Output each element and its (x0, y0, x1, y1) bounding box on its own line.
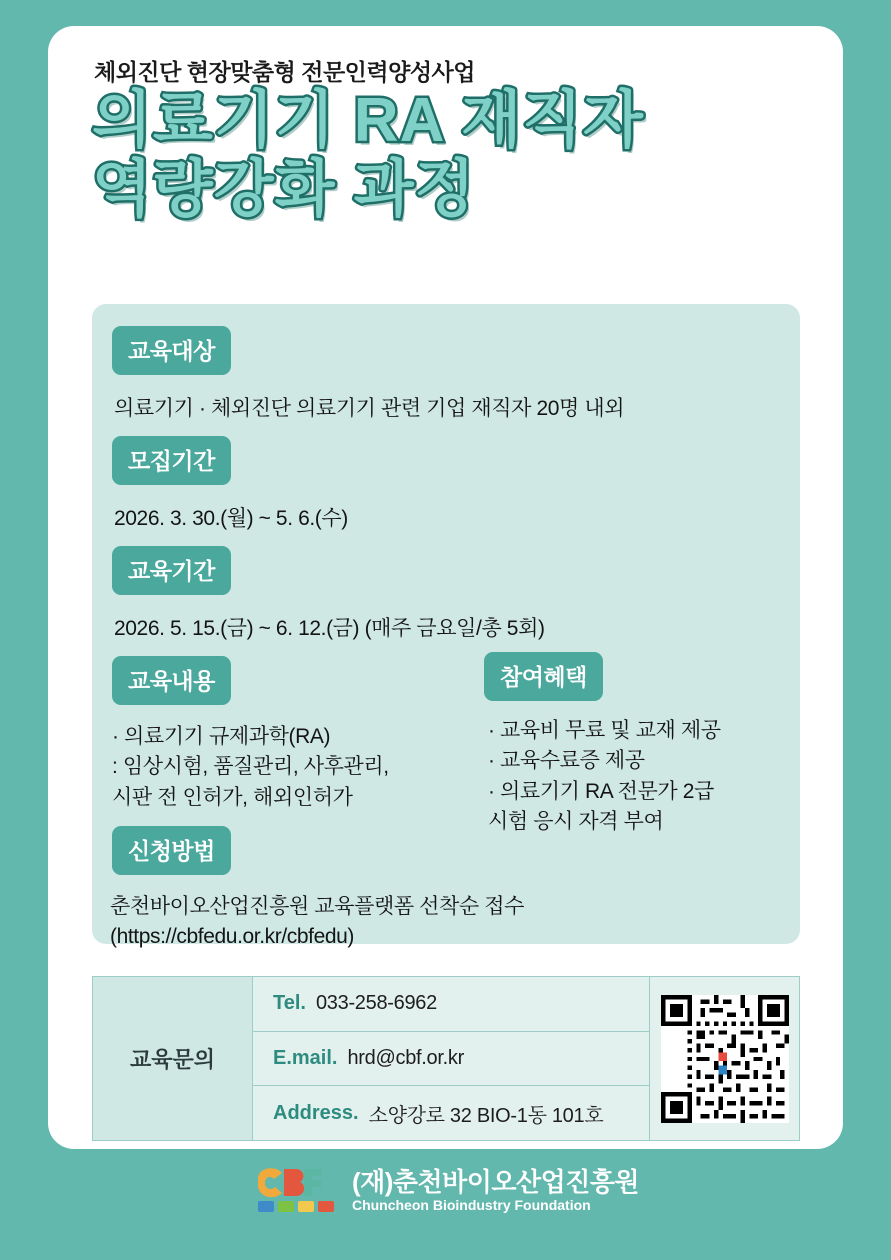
tag-benefit: 참여혜택 (484, 652, 603, 701)
contact-key: Address. (273, 1101, 359, 1124)
contact-row-address (253, 1086, 649, 1140)
poster-card (48, 26, 843, 1149)
contact-key: E.mail. (273, 1047, 338, 1069)
contact-key: Tel. (273, 992, 306, 1015)
apply-url[interactable]: (https://cbfedu.or.kr/cbfedu) (110, 925, 355, 949)
footer-org-name: (재)춘천바이오산업진흥원 (351, 1167, 640, 1198)
benefit-line: · 교육수료증 제공 (488, 749, 645, 773)
info-panel (92, 304, 800, 949)
value-education-period: 2026. 5. 15.(금) ~ 6. 12.(금) (매주 금요일/총 5회) (114, 617, 545, 640)
title-line-2: 역량강화 과정 (92, 155, 476, 225)
contact-rows (253, 977, 649, 1140)
tag-education-period: 교육기간 (112, 546, 231, 595)
benefit-line: · 의료기기 RA 전문가 2급 (488, 779, 714, 803)
title-line-1: 의료기기 RA 재직자 (92, 86, 644, 155)
apply-line: 춘천바이오산업진흥원 교육플랫폼 선착순 접수 (110, 895, 525, 918)
tag-target: 교육대상 (112, 326, 231, 375)
footer-org (352, 1169, 639, 1212)
footer (0, 1163, 891, 1219)
value-target: 의료기기 · 체외진단 의료기기 관련 기업 재직자 20명 내외 (114, 397, 625, 420)
contact-row-email (253, 1032, 649, 1087)
benefit-line: · 교육비 무료 및 교재 제공 (488, 719, 721, 742)
contact-table (92, 976, 800, 1141)
content-line: 시판 전 인허가, 해외인허가 (112, 785, 353, 809)
qr-code-icon[interactable] (661, 995, 789, 1123)
tag-apply-method: 신청방법 (112, 826, 231, 875)
tag-education-content: 교육내용 (112, 656, 231, 705)
value-recruit-period: 2026. 3. 30.(월) ~ 5. 6.(수) (114, 507, 348, 530)
benefit-line: 시험 응시 자격 부여 (488, 810, 664, 834)
cbf-logo-icon (252, 1163, 340, 1219)
content-line: · 의료기기 규제과학(RA) (112, 725, 331, 748)
contact-value[interactable]: hrd@cbf.or.kr (347, 1047, 464, 1069)
qr-cell (649, 977, 799, 1140)
value-education-content (112, 722, 389, 813)
content-line: : 임상시험, 품질관리, 사후관리, (112, 755, 389, 779)
footer-org-name-en: Chuncheon Bioindustry Foundation (351, 1196, 591, 1213)
tag-recruit-period: 모집기간 (112, 436, 231, 485)
value-apply-method (110, 892, 524, 953)
contact-value: 033-258-6962 (315, 992, 437, 1015)
contact-row-tel (253, 977, 649, 1032)
contact-label: 교육문의 (93, 977, 253, 1140)
kicker-text: 체외진단 현장맞춤형 전문인력양성사업 (94, 59, 475, 85)
contact-value: 소양강로 32 BIO-1동 101호 (368, 1104, 604, 1127)
page-title (92, 86, 812, 225)
value-benefit (488, 716, 721, 838)
